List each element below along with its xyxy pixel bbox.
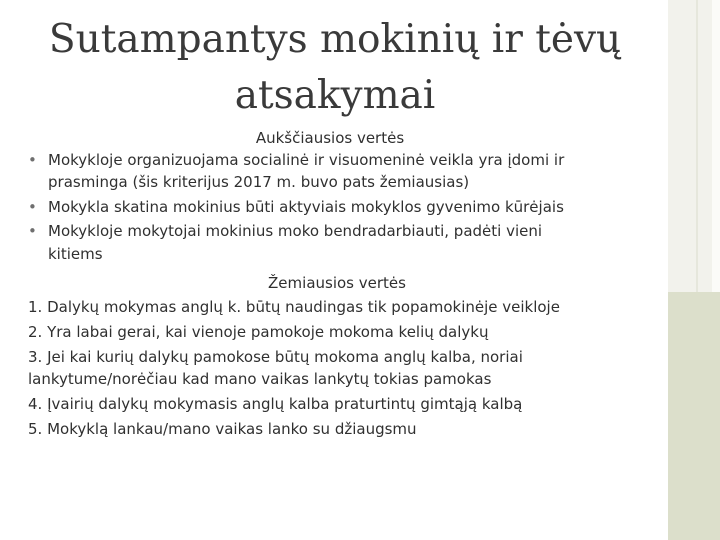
decorative-accent-block [668, 292, 720, 540]
bullet-icon: • [28, 151, 37, 169]
slide-title [30, 12, 640, 124]
list-item-line: Mokykloje mokytojai mokinius moko bendradarbiauti, padėti vieni [48, 222, 543, 240]
list-item-line: kitiems [48, 245, 103, 263]
title-line-1: Sutampantys mokinių ir tėvų [48, 17, 622, 62]
list-item-line: Mokykla skatina mokinius būti aktyviais mokyklos gyvenimo kūrėjais [48, 198, 564, 216]
bullet-icon: • [28, 198, 37, 216]
decorative-edge [712, 0, 720, 292]
section-heading-lowest: Žemiausios vertės [268, 274, 406, 292]
title-line-2: atsakymai [234, 73, 436, 118]
bullet-icon: • [28, 222, 37, 240]
numbered-item: 4. Įvairių dalykų mokymasis anglų kalba praturtintų gimtąją kalbą [28, 395, 523, 413]
numbered-item-continued: lankytume/norėčiau kad mano vaikas lankytų tokias pamokas [28, 370, 492, 388]
numbered-item: 1. Dalykų mokymas anglų k. būtų naudingas tik popamokinėje veikloje [28, 298, 560, 316]
numbered-item: 2. Yra labai gerai, kai vienoje pamokoje mokoma kelių dalykų [28, 323, 489, 341]
numbered-item: 5. Mokyklą lankau/mano vaikas lanko su džiaugsmu [28, 420, 417, 438]
list-item-line: prasminga (šis kriterijus 2017 m. buvo pats žemiausias) [48, 173, 470, 191]
numbered-item: 3. Jei kai kurių dalykų pamokose būtų mokoma anglų kalba, noriai [28, 348, 523, 366]
section-heading-highest: Aukščiausios vertės [255, 129, 405, 147]
list-item-line: Mokykloje organizuojama socialinė ir visuomeninė veikla yra įdomi ir [48, 151, 565, 169]
